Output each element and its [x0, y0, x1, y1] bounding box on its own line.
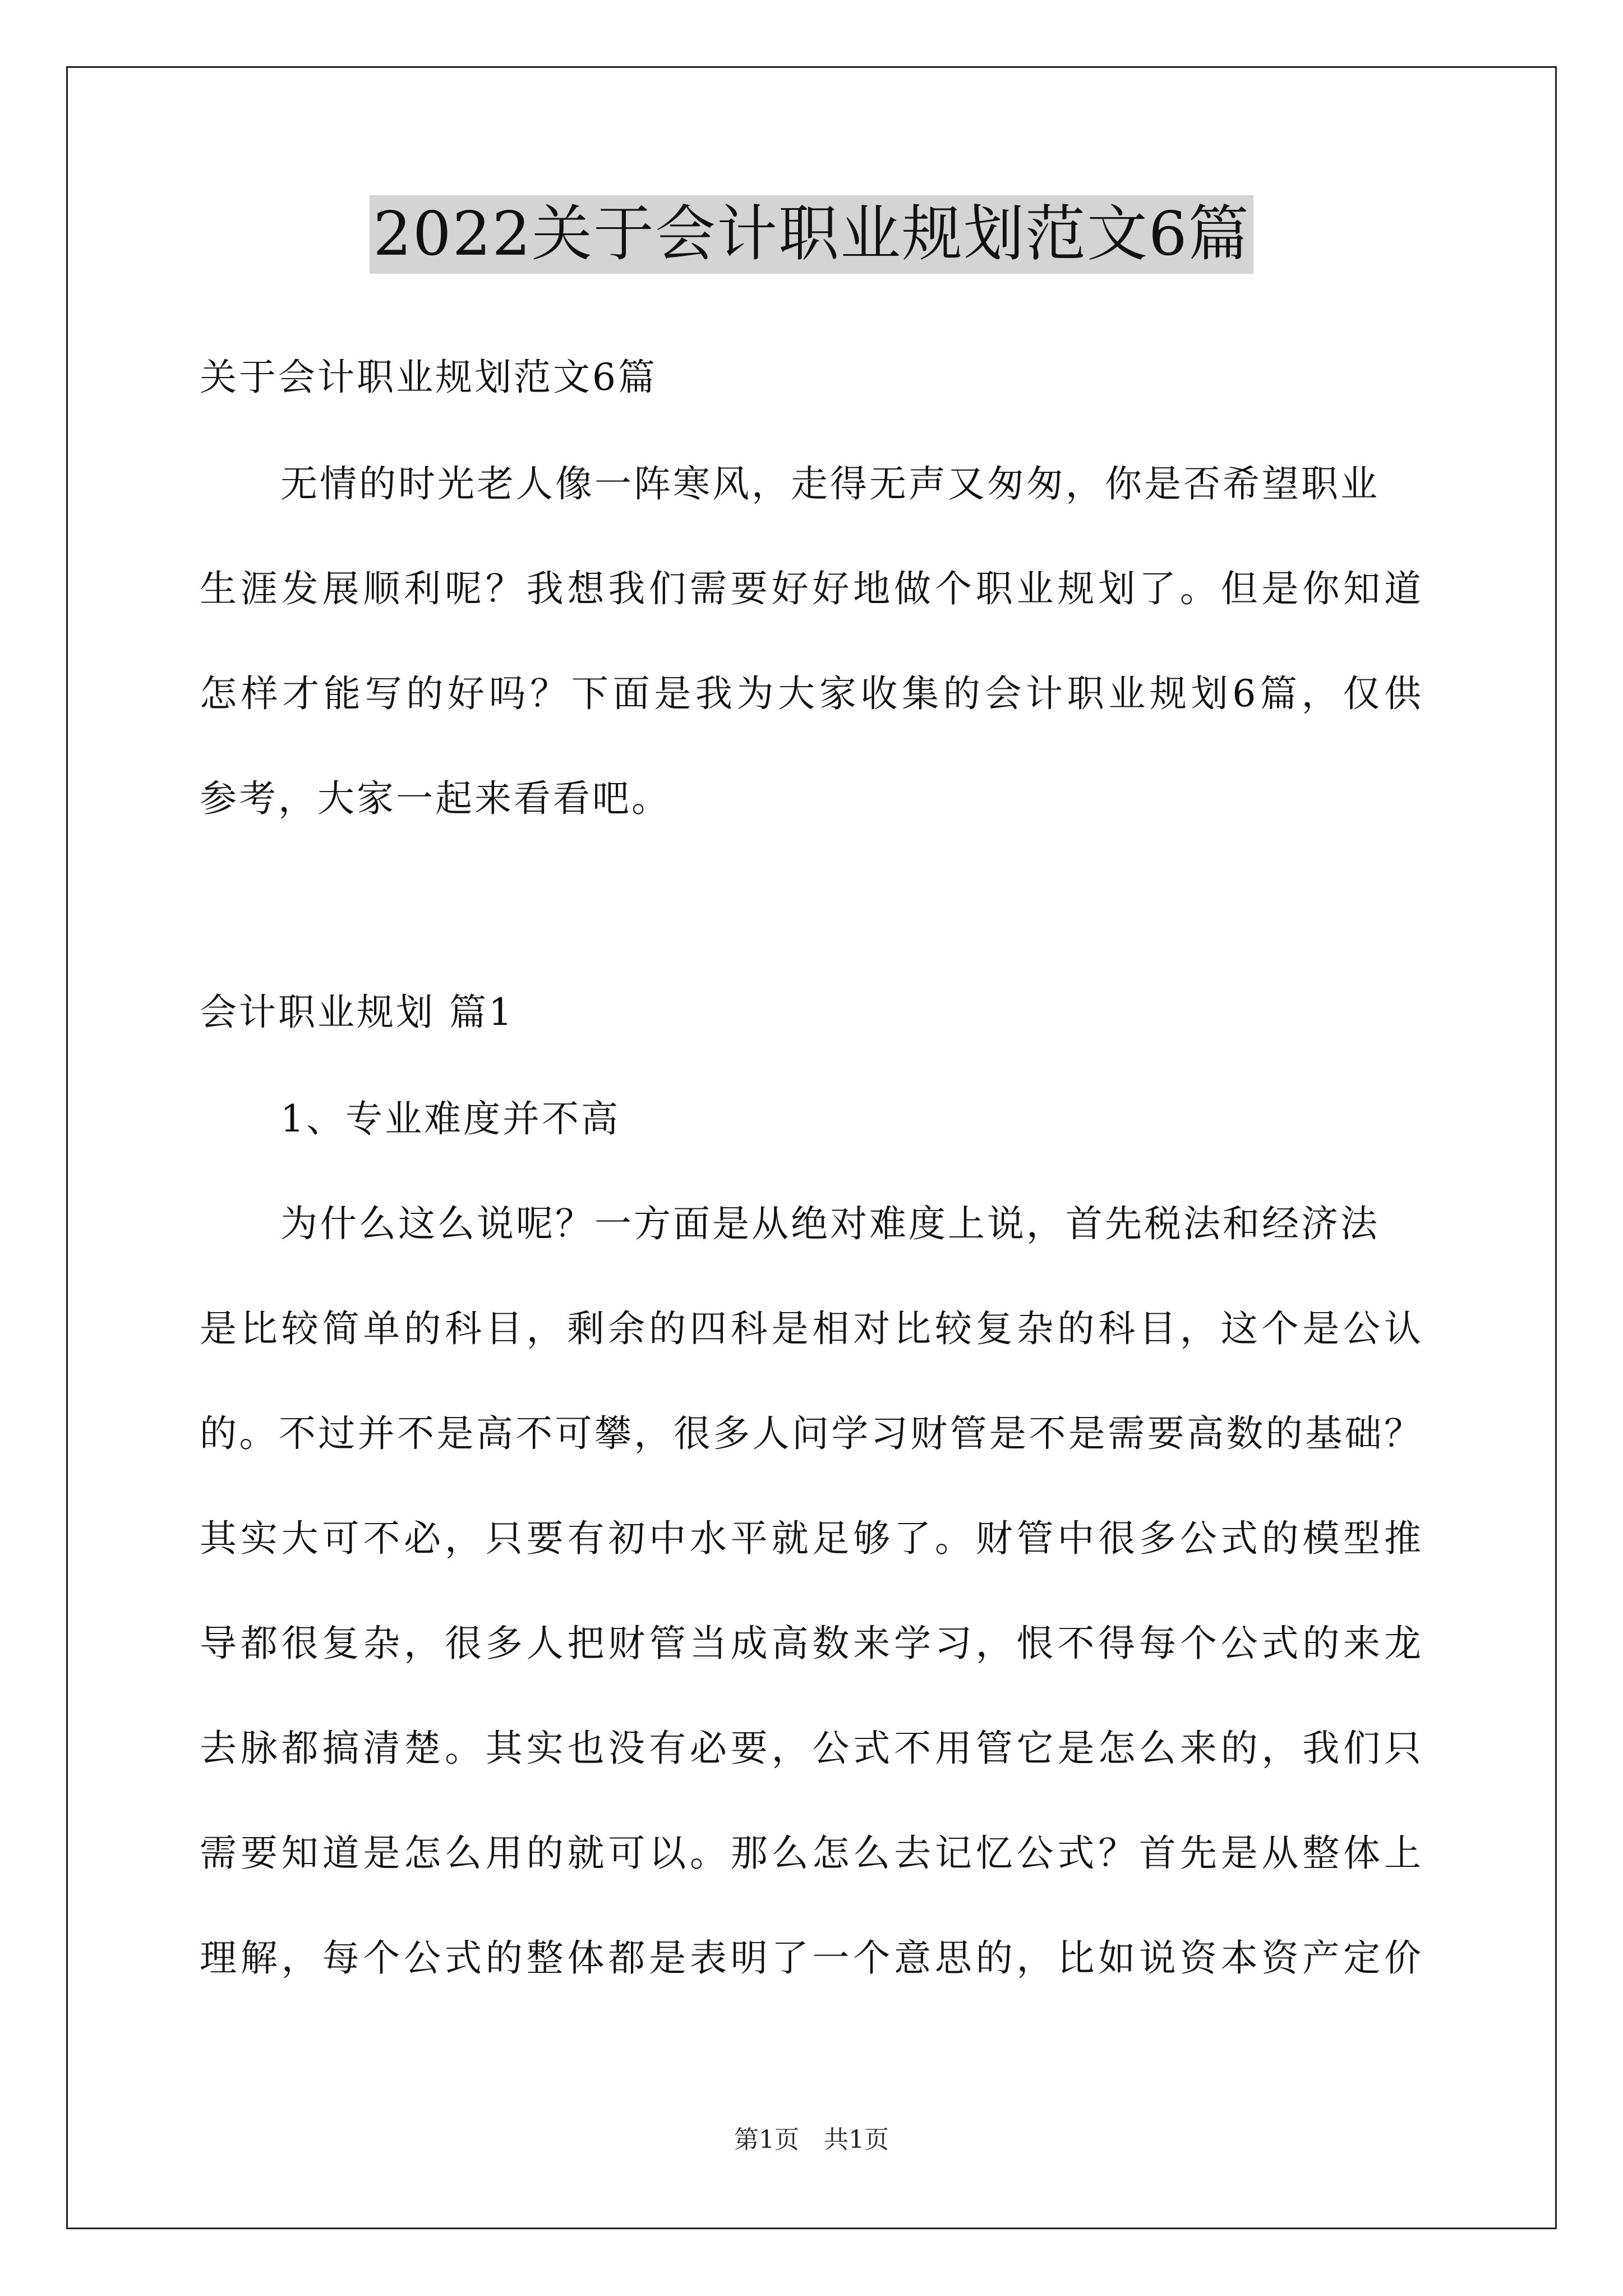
body-line: 理解，每个公式的整体都是表明了一个意思的，比如说资本资产定价 — [200, 1936, 1423, 1980]
body-line: 需要知道是怎么用的就可以。那么怎么去记忆公式？首先是从整体上 — [200, 1832, 1423, 1875]
body-line: 是比较简单的科目，剩余的四科是相对比较复杂的科目，这个是公认 — [200, 1307, 1423, 1350]
intro-line: 无情的时光老人像一阵寒风，走得无声又匆匆，你是否希望职业 — [280, 462, 1380, 505]
body-line: 的。不过并不是高不可攀，很多人问学习财管是不是需要高数的基础？ — [200, 1412, 1423, 1455]
page-footer: 第1页 共1页 — [734, 2125, 889, 2154]
body-line: 去脉都搞清楚。其实也没有必要，公式不用管它是怎么来的，我们只 — [200, 1727, 1423, 1770]
intro-line: 参考，大家一起来看看吧。 — [200, 777, 671, 820]
intro-line: 生涯发展顺利呢？我想我们需要好好地做个职业规划了。但是你知道 — [200, 567, 1423, 610]
document-title: 2022关于会计职业规划范文6篇 — [370, 195, 1253, 274]
body-line: 其实大可不必，只要有初中水平就足够了。财管中很多公式的模型推 — [200, 1517, 1423, 1560]
body-line: 为什么这么说呢？一方面是从绝对难度上说，首先税法和经济法 — [280, 1202, 1380, 1245]
title-container — [0, 195, 1623, 274]
point-heading: 1、专业难度并不高 — [280, 1097, 620, 1140]
section-heading: 会计职业规划 篇1 — [200, 991, 514, 1034]
body-line: 导都很复杂，很多人把财管当成高数来学习，恨不得每个公式的来龙 — [200, 1622, 1423, 1665]
document-subtitle: 关于会计职业规划范文6篇 — [200, 356, 657, 399]
intro-line: 怎样才能写的好吗？下面是我为大家收集的会计职业规划6篇，仅供 — [200, 672, 1423, 715]
